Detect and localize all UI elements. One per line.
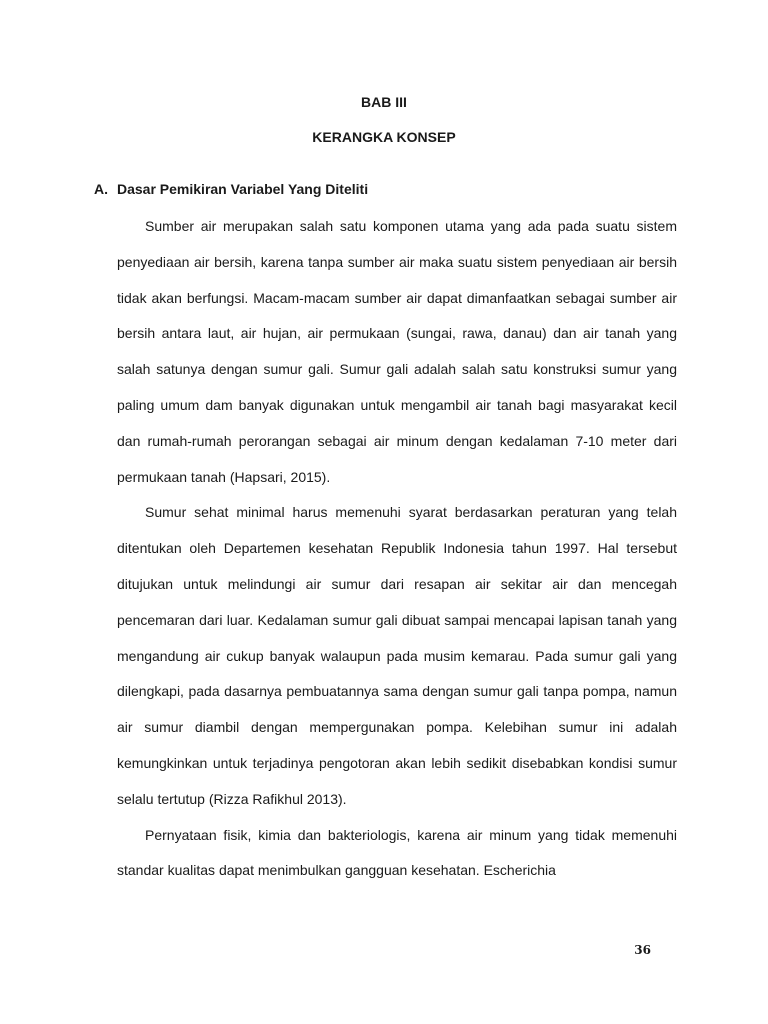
paragraph-3: Pernyataan fisik, kimia dan bakteriologis, karena air minum yang tidak memenuhi standar kualitas dapat menimbulkan gangguan kesehatan. Escherichia — [117, 826, 677, 879]
section-heading — [94, 180, 368, 198]
section-marker: A. — [94, 181, 108, 197]
section-title: Dasar Pemikiran Variabel Yang Diteliti — [117, 181, 369, 197]
paragraph-2: Sumur sehat minimal harus memenuhi syarat berdasarkan peraturan yang telah ditentukan oleh Departemen kesehatan Republik Indonesia tahun 1997. Hal tersebut ditujukan untuk melindungi air sumur dari resapan air sekitar air dan mencegah pencemaran dari luar. Kedalaman sumur gali dibuat sampai mencapai lapisan tanah yang mengandung air cukup banyak walaupun pada musim kemarau. Pada sumur gali yang dilengkapi, pada dasarnya pembuatannya sama dengan sumur gali tanpa pompa, namun air sumur diambil dengan mempergunakan pompa. Kelebihan sumur ini adalah kemungkinkan untuk terjadinya pengotoran akan lebih sedikit disebabkan kondisi sumur selalu tertutup (Rizza Rafikhul 2013). — [117, 504, 677, 807]
paragraph-1: Sumber air merupakan salah satu komponen utama yang ada pada suatu sistem penyediaan air bersih, karena tanpa sumber air maka suatu sistem penyediaan air bersih tidak akan berfungsi. Macam-macam sumber air dapat dimanfaatkan sebagai sumber air bersih antara laut, air hujan, air permukaan (sungai, rawa, danau) dan air tanah yang salah satunya dengan sumur gali. Sumur gali adalah salah satu konstruksi sumur yang paling umum dam banyak digunakan untuk mengambil air tanah bagi masyarakat kecil dan rumah-rumah perorangan sebagai air minum dengan kedalaman 7-10 meter dari permukaan tanah (Hapsari, 2015). — [117, 218, 677, 485]
body-text — [117, 209, 677, 889]
chapter-number: BAB III — [361, 94, 407, 110]
page-number: 36 — [634, 943, 651, 957]
chapter-title: KERANGKA KONSEP — [312, 129, 456, 145]
